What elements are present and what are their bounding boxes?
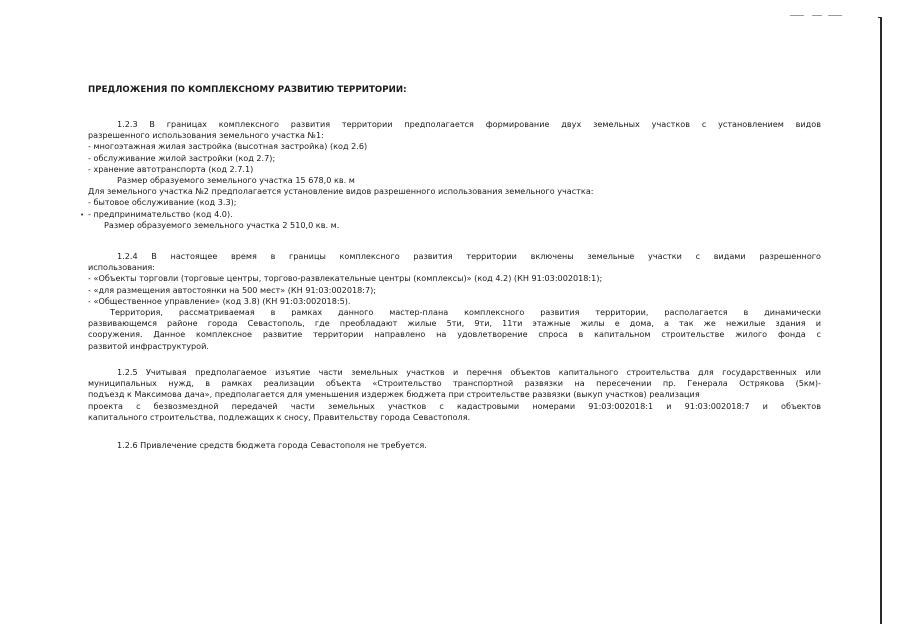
paragraph-line: подъезд к Максимова дача», предполагается для уменьшения издержек бюджета при строительстве развязки (выкуп участков) реализация: [88, 389, 700, 400]
document-heading: ПРЕДЛОЖЕНИЯ ПО КОМПЛЕКСНОМУ РАЗВИТИЮ ТЕРРИТОРИИ:: [88, 85, 407, 95]
list-item: - «Объекты торговли (торговые центры, торгово-развлекательные центры (комплексы)» (код 4.2) (КН 91:03:002018:1);: [88, 273, 603, 284]
stray-mark: •: [80, 211, 85, 219]
paragraph-line: проекта с безвозмездной передачей части земельных участков с кадастровыми номерами 91:03:002018:1 и 91:03:002018:7 и объектов: [88, 400, 821, 411]
paragraph-line: 1.2.3 В границах комплексного развития территории предполагается формирование двух земельных участков с установлением видов: [117, 119, 821, 129]
scan-artifact: [790, 15, 804, 16]
list-item: - бытовое обслуживание (код 3.3);: [88, 197, 237, 208]
list-item: - предпринимательство (код 4.0).: [88, 208, 233, 219]
section-1-2-4: [88, 251, 821, 352]
section-1-2-3: [88, 119, 821, 231]
paragraph-line: 1.2.6 Привлечение средств бюджета города Севастополя не требуется.: [117, 440, 427, 450]
section-1-2-5: [88, 367, 821, 423]
list-item: - хранение автотранспорта (код 2.7.1): [88, 163, 254, 174]
paragraph-line: развивающемся районе города Севастополь, где преобладают жилые 5ти, 9ти, 11ти этажные жилы е дома, а так же нежилые здания и: [88, 318, 821, 329]
paragraph-line: капитального строительства, подлежащих к сносу, Правительству города Севастополя.: [88, 411, 471, 422]
section-1-2-6: [88, 440, 821, 451]
paragraph-line: 1.2.5 Учитывая предполагаемое изъятие части земельных участков и перечня объектов капитального строительства для государственных или: [117, 367, 821, 377]
paragraph-line: разрешенного использования земельного участка №1:: [88, 130, 324, 141]
page-edge-line: [880, 17, 882, 624]
list-item: - обслуживание жилой застройки (код 2.7);: [88, 152, 276, 163]
paragraph-line: муниципальных нужд, в рамках реализации объекта «Строительство транспортной развязки на пересечении пр. Генерала Острякова (5км)-: [88, 378, 821, 389]
paragraph-line: развитой инфраструктурой.: [88, 340, 209, 351]
paragraph-line: 1.2.4 В настоящее время в границы комплексного развития территории включены земельные участки с видами разрешенного: [117, 251, 821, 261]
list-item: - «для размещения автостоянки на 500 мест» (КН 91:03:002018:7);: [88, 284, 377, 295]
plot-area-line: Размер образуемого земельного участка 15 678,0 кв. м: [117, 174, 355, 185]
list-item: - многоэтажная жилая застройка (высотная застройка) (код 2.6): [88, 141, 368, 152]
list-item: - «Общественное управление» (код 3.8) (КН 91:03:002018:5).: [88, 295, 351, 306]
paragraph-line: сооружения. Данное комплексное развитие территории направлено на удовлетворение спроса в капитальном строительстве жилого фонда с: [88, 329, 821, 340]
scan-artifact: [812, 15, 822, 16]
paragraph-line: использования:: [88, 262, 156, 273]
scan-artifact: [828, 15, 842, 16]
paragraph-line: Территория, рассматриваемая в рамках данного мастер-плана комплексного развития территории, располагается в динамически: [110, 306, 821, 317]
plot-area-line: Размер образуемого земельного участка 2 510,0 кв. м.: [104, 219, 340, 230]
paragraph-line: Для земельного участка №2 предполагается установление видов разрешенного использования земельного участка:: [88, 186, 594, 197]
